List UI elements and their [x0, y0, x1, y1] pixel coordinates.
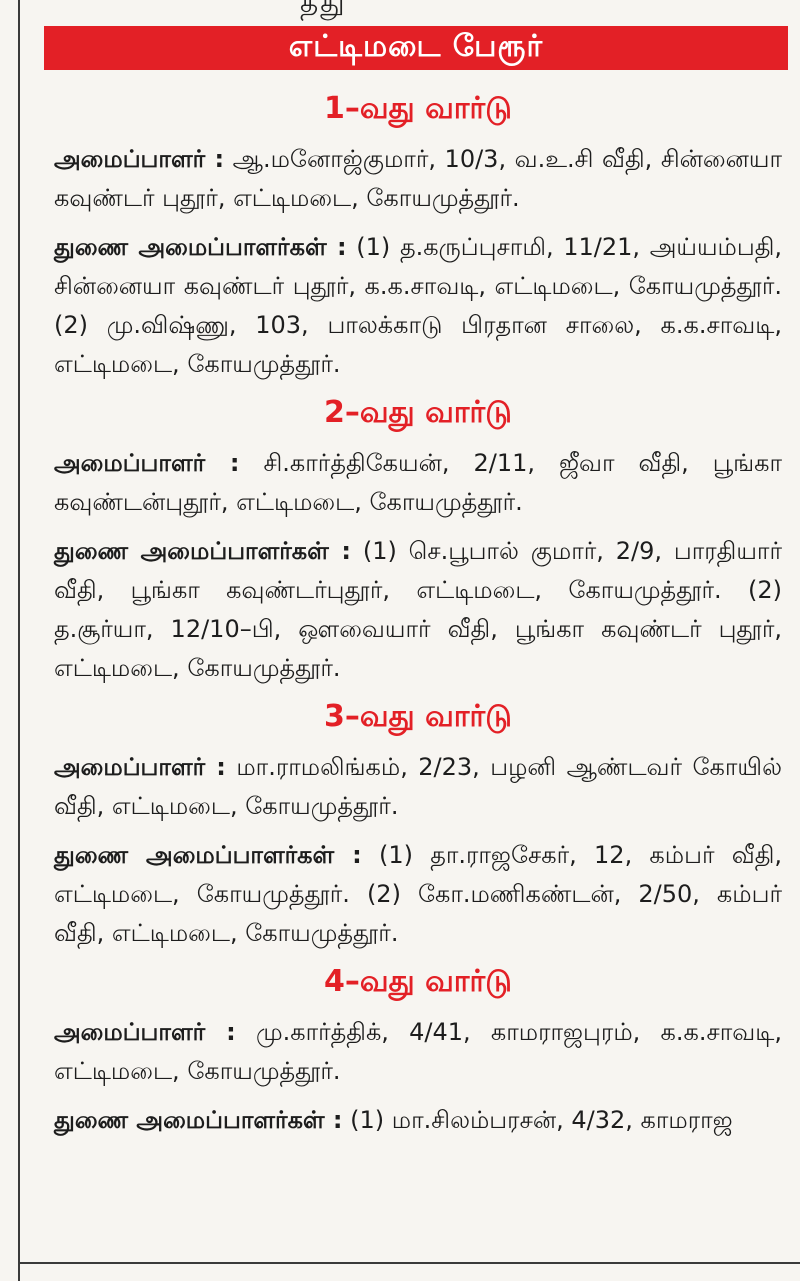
section-banner [44, 26, 788, 70]
ward-title: 4–வது வார்டு [324, 964, 512, 999]
deputy-label: துணை அமைப்பாளர்கள் : [54, 1106, 343, 1134]
deputy-label: துணை அமைப்பாளர்கள் : [54, 537, 351, 565]
organizer-label: அமைப்பாளர் : [54, 753, 226, 781]
cut-off-text-fragment: தது [300, 0, 347, 19]
organizer-details: மு.கார்த்திக், 4/41, காமராஜபுரம், க.க.சாவடி, எட்டிமடை, கோயமுத்தூர். [54, 1018, 782, 1085]
ward-section [54, 698, 782, 953]
deputy-details: (1) செ.பூபால் குமார், 2/9, பாரதியார் வீதி, பூங்கா கவுண்டர்புதூர், எட்டிமடை, கோயமுத்தூர். (2) த.சூர்யா, 12/10–பி, ஔவையார் வீதி, பூங்கா கவுண்டர் புதூர், எட்டிமடை, கோயமுத்தூர். [54, 537, 782, 682]
organizer-paragraph [54, 748, 782, 826]
deputy-paragraph [54, 836, 782, 953]
banner-title: எட்டிமடை பேரூர் [288, 28, 544, 64]
ward-section [54, 90, 782, 384]
organizer-label: அமைப்பாளர் : [54, 145, 225, 173]
deputy-paragraph [54, 1101, 782, 1140]
organizer-label: அமைப்பாளர் : [54, 1018, 236, 1046]
ward-title: 2–வது வார்டு [324, 395, 512, 430]
organizer-details: ஆ.மனோஜ்குமார், 10/3, வ.உ.சி வீதி, சின்னையா கவுண்டர் புதூர், எட்டிமடை, கோயமுத்தூர். [54, 145, 783, 212]
organizer-label: அமைப்பாளர் : [54, 449, 240, 477]
ward-section [54, 394, 782, 688]
deputy-paragraph [54, 532, 782, 688]
article-body [54, 84, 782, 1150]
ward-section [54, 963, 782, 1140]
organizer-paragraph [54, 140, 782, 218]
ward-title: 1–வது வார்டு [324, 91, 512, 126]
deputy-details: (1) மா.சிலம்பரசன், 4/32, காமராஜ [350, 1106, 733, 1134]
organizer-details: மா.ராமலிங்கம், 2/23, பழனி ஆண்டவர் கோயில் வீதி, எட்டிமடை, கோயமுத்தூர். [54, 753, 782, 820]
deputy-details: (1) த.கருப்புசாமி, 11/21, அய்யம்பதி, சின்னையா கவுண்டர் புதூர், க.க.சாவடி, எட்டிமடை, கோயமுத்தூர். (2) மு.விஷ்ணு, 103, பாலக்காடு பிரதான சாலை, க.க.சாவடி, எட்டிமடை, கோயமுத்தூர். [54, 233, 783, 378]
organizer-paragraph [54, 1013, 782, 1091]
deputy-label: துணை அமைப்பாளர்கள் : [54, 841, 362, 869]
column-rule-bottom [18, 1262, 800, 1264]
column-rule-left [18, 0, 20, 1281]
deputy-details: (1) தா.ராஜசேகர், 12, கம்பர் வீதி, எட்டிமடை, கோயமுத்தூர். (2) கோ.மணிகண்டன், 2/50, கம்பர் வீதி, எட்டிமடை, கோயமுத்தூர். [54, 841, 782, 947]
organizer-paragraph [54, 444, 782, 522]
organizer-details: சி.கார்த்திகேயன், 2/11, ஜீவா வீதி, பூங்கா கவுண்டன்புதூர், எட்டிமடை, கோயமுத்தூர். [54, 449, 783, 516]
ward-title: 3–வது வார்டு [324, 699, 512, 734]
deputy-paragraph [54, 228, 782, 384]
deputy-label: துணை அமைப்பாளர்கள் : [54, 233, 347, 261]
